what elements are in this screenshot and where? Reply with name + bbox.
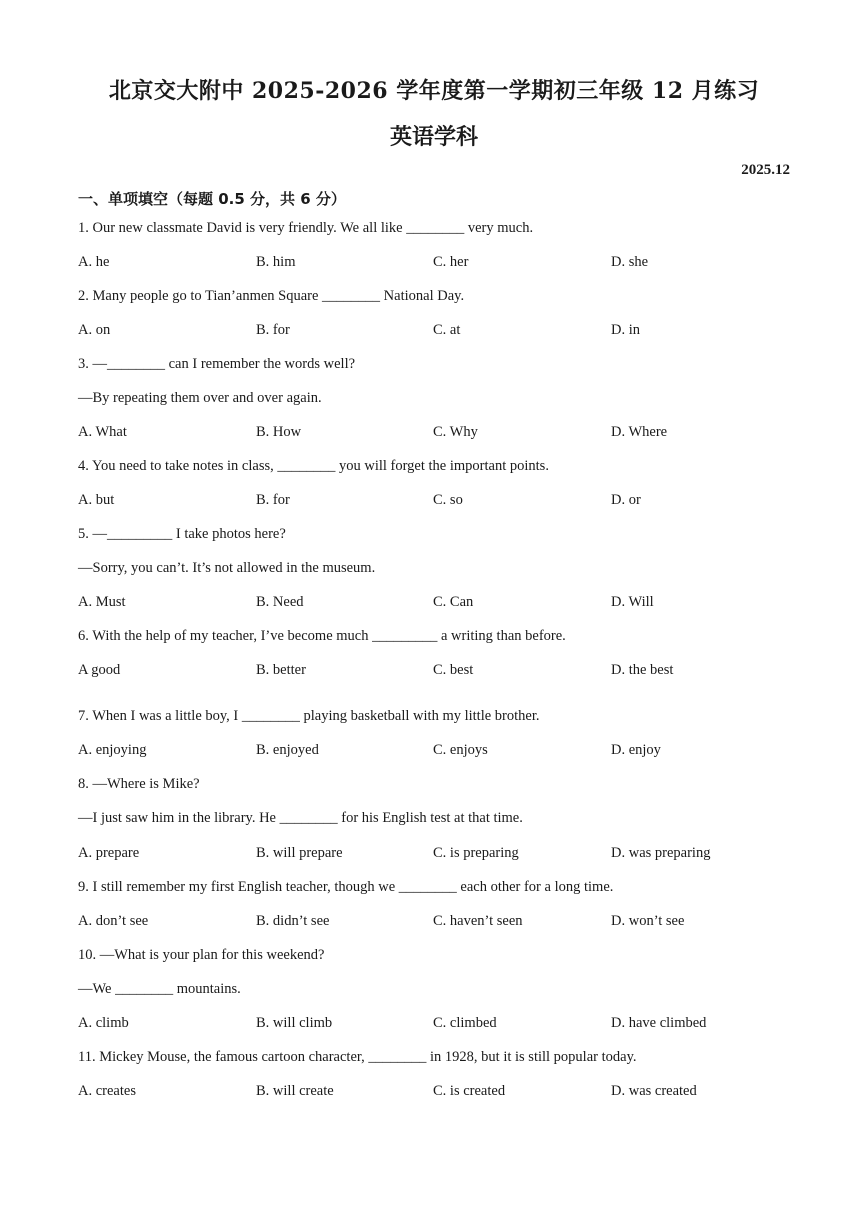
option-a: A. he bbox=[78, 254, 110, 270]
option-c: C. climbed bbox=[433, 1015, 497, 1031]
question-6-options bbox=[78, 662, 798, 682]
option-b: B. enjoyed bbox=[256, 742, 319, 758]
option-a: A. enjoying bbox=[78, 742, 147, 758]
subject-title: 英语学科 bbox=[389, 124, 478, 150]
question-7-stem: 7. When I was a little boy, I ________ playing basketball with my little brother. bbox=[78, 708, 540, 724]
option-c: C. Can bbox=[433, 594, 474, 610]
option-c: C. at bbox=[433, 322, 461, 338]
option-b: B. will prepare bbox=[256, 845, 343, 861]
question-1-stem: 1. Our new classmate David is very friendly. We all like ________ very much. bbox=[78, 220, 534, 236]
question-6-stem: 6. With the help of my teacher, I’ve become much _________ a writing than before. bbox=[78, 628, 566, 644]
question-3-response: —By repeating them over and over again. bbox=[78, 390, 322, 406]
question-11-options bbox=[78, 1083, 798, 1103]
option-a: A. don’t see bbox=[78, 913, 149, 929]
question-4-options bbox=[78, 492, 798, 512]
exam-date: 2025.12 bbox=[741, 162, 790, 178]
question-8-stem: 8. —Where is Mike? bbox=[78, 776, 200, 792]
question-9-options bbox=[78, 913, 798, 933]
option-c: C. is preparing bbox=[433, 845, 519, 861]
question-1-options bbox=[78, 254, 798, 274]
question-8-response: —I just saw him in the library. He ________ for his English test at that time. bbox=[78, 810, 523, 826]
option-c: C. so bbox=[433, 492, 463, 508]
option-c: C. enjoys bbox=[433, 742, 488, 758]
option-d: D. Where bbox=[611, 424, 668, 440]
option-d: D. was preparing bbox=[611, 845, 711, 861]
question-9-stem: 9. I still remember my first English teacher, though we ________ each other for a long time. bbox=[78, 879, 614, 895]
question-2-stem: 2. Many people go to Tian’anmen Square ________ National Day. bbox=[78, 288, 465, 304]
question-3-stem: 3. —________ can I remember the words well? bbox=[78, 356, 356, 372]
question-10-stem: 10. —What is your plan for this weekend? bbox=[78, 947, 325, 963]
option-d: D. Will bbox=[611, 594, 654, 610]
question-8-options bbox=[78, 845, 798, 865]
option-a: A. climb bbox=[78, 1015, 129, 1031]
exam-title: 北京交大附中 2025-2026 学年度第一学期初三年级 12 月练习 bbox=[108, 78, 760, 104]
option-c: C. best bbox=[433, 662, 474, 678]
option-b: B. Need bbox=[256, 594, 304, 610]
option-c: C. Why bbox=[433, 424, 478, 440]
option-b: B. better bbox=[256, 662, 306, 678]
option-a: A. creates bbox=[78, 1083, 136, 1099]
option-d: D. have climbed bbox=[611, 1015, 707, 1031]
option-c: C. her bbox=[433, 254, 469, 270]
option-d: D. enjoy bbox=[611, 742, 661, 758]
question-3-options bbox=[78, 424, 798, 444]
question-11-stem: 11. Mickey Mouse, the famous cartoon character, ________ in 1928, but it is still popular today. bbox=[78, 1049, 637, 1065]
option-d: D. won’t see bbox=[611, 913, 685, 929]
option-a: A. prepare bbox=[78, 845, 140, 861]
question-5-stem: 5. —_________ I take photos here? bbox=[78, 526, 286, 542]
question-4-stem: 4. You need to take notes in class, ________ you will forget the important points. bbox=[78, 458, 549, 474]
option-b: B. for bbox=[256, 492, 290, 508]
section-heading: 一、单项填空（每题 0.5 分，共 6 分） bbox=[78, 190, 346, 208]
option-b: B. him bbox=[256, 254, 296, 270]
question-2-options bbox=[78, 322, 798, 342]
option-c: C. haven’t seen bbox=[433, 913, 523, 929]
option-d: D. in bbox=[611, 322, 640, 338]
question-10-response: —We ________ mountains. bbox=[78, 981, 241, 997]
option-a: A. but bbox=[78, 492, 115, 508]
question-5-response: —Sorry, you can’t. It’s not allowed in the museum. bbox=[78, 560, 376, 576]
option-a: A. What bbox=[78, 424, 127, 440]
option-a: A good bbox=[78, 662, 121, 678]
question-5-options bbox=[78, 594, 798, 614]
option-c: C. is created bbox=[433, 1083, 506, 1099]
question-10-options bbox=[78, 1015, 798, 1035]
question-7-options bbox=[78, 742, 798, 762]
option-b: B. will create bbox=[256, 1083, 334, 1099]
option-b: B. How bbox=[256, 424, 302, 440]
option-b: B. will climb bbox=[256, 1015, 333, 1031]
option-b: B. didn’t see bbox=[256, 913, 330, 929]
option-b: B. for bbox=[256, 322, 290, 338]
option-a: A. on bbox=[78, 322, 111, 338]
option-d: D. the best bbox=[611, 662, 674, 678]
option-d: D. was created bbox=[611, 1083, 697, 1099]
option-d: D. she bbox=[611, 254, 649, 270]
option-d: D. or bbox=[611, 492, 641, 508]
option-a: A. Must bbox=[78, 594, 126, 610]
